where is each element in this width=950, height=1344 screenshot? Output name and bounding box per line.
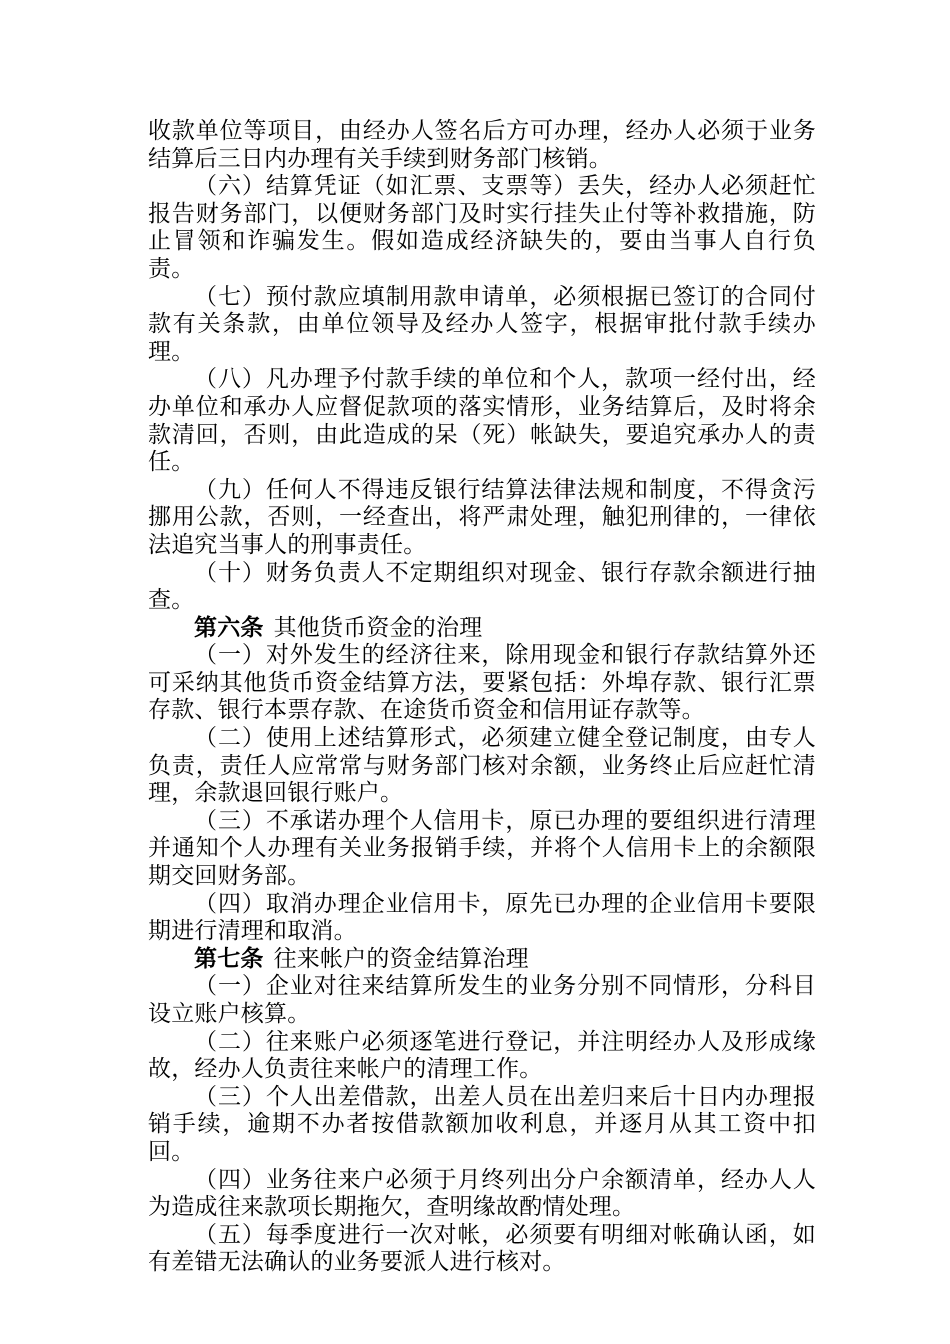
- article-title: 其他货币资金的治理: [273, 614, 483, 641]
- paragraph-item-6: （六）结算凭证（如汇票、支票等）丢失，经办人必须赶忙报告财务部门，以便财务部门及时实行挂失止付等补救措施，防止冒领和诈骗发生。假如造成经济缺失的，要由当事人自行负责。: [148, 173, 816, 282]
- paragraph-item-5: （五）每季度进行一次对帐，必须要有明细对帐确认函，如有差错无法确认的业务要派人进行核对。: [148, 1221, 816, 1276]
- article-title: 往来帐户的资金结算治理: [273, 945, 529, 972]
- paragraph-item-8: （八）凡办理予付款手续的单位和个人，款项一经付出，经办单位和承办人应督促款项的落实情形，业务结算后，及时将余款清回，否则，由此造成的呆（死）帐缺失，要追究承办人的责任。: [148, 366, 816, 476]
- paragraph-item-3: （三）不承诺办理个人信用卡，原已办理的要组织进行清理并通知个人办理有关业务报销手续，并将个人信用卡上的余额限期交回财务部。: [148, 807, 816, 890]
- article-number: 第六条: [194, 614, 264, 641]
- article-heading-7: [148, 946, 816, 974]
- article-number: 第七条: [194, 945, 264, 972]
- paragraph-item-3: （三）个人出差借款，出差人员在出差归来后十日内办理报销手续，逾期不办者按借款额加收利息，并逐月从其工资中扣回。: [148, 1083, 816, 1165]
- paragraph-item-2: （二）往来账户必须逐笔进行登记，并注明经办人及形成缘故，经办人负责往来帐户的清理工作。: [148, 1028, 816, 1083]
- paragraph-item-2: （二）使用上述结算形式，必须建立健全登记制度，由专人负责，责任人应常常与财务部门核对余额，业务终止后应赶忙清理，余款退回银行账户。: [148, 725, 816, 807]
- paragraph-item-4: （四）取消办理企业信用卡，原先已办理的企业信用卡要限期进行清理和取消。: [148, 890, 816, 945]
- paragraph-item-1: （一）企业对往来结算所发生的业务分别不同情形，分科目设立账户核算。: [148, 973, 816, 1027]
- paragraph-item-1: （一）对外发生的经济往来，除用现金和银行存款结算外还可采纳其他货币资金结算方法，要紧包括：外埠存款、银行汇票存款、银行本票存款、在途货币资金和信用证存款等。: [148, 642, 816, 724]
- paragraph-item-4: （四）业务往来户必须于月终列出分户余额清单，经办人人为造成往来款项长期拖欠，查明缘故酌情处理。: [148, 1166, 816, 1221]
- paragraph-item-9: （九）任何人不得违反银行结算法律法规和制度，不得贪污挪用公款，否则，一经查出，将严肃处理，触犯刑律的，一律依法追究当事人的刑事责任。: [148, 476, 816, 558]
- article-heading-6: [148, 615, 816, 643]
- paragraph-item-10: （十）财务负责人不定期组织对现金、银行存款余额进行抽查。: [148, 559, 816, 614]
- document-body: [148, 118, 816, 1277]
- paragraph-item-7: （七）预付款应填制用款申请单，必须根据已签订的合同付款有关条款，由单位领导及经办人签字，根据审批付款手续办理。: [148, 283, 816, 365]
- paragraph-continuation: 收款单位等项目，由经办人签名后方可办理，经办人必须于业务结算后三日内办理有关手续到财务部门核销。: [148, 118, 816, 172]
